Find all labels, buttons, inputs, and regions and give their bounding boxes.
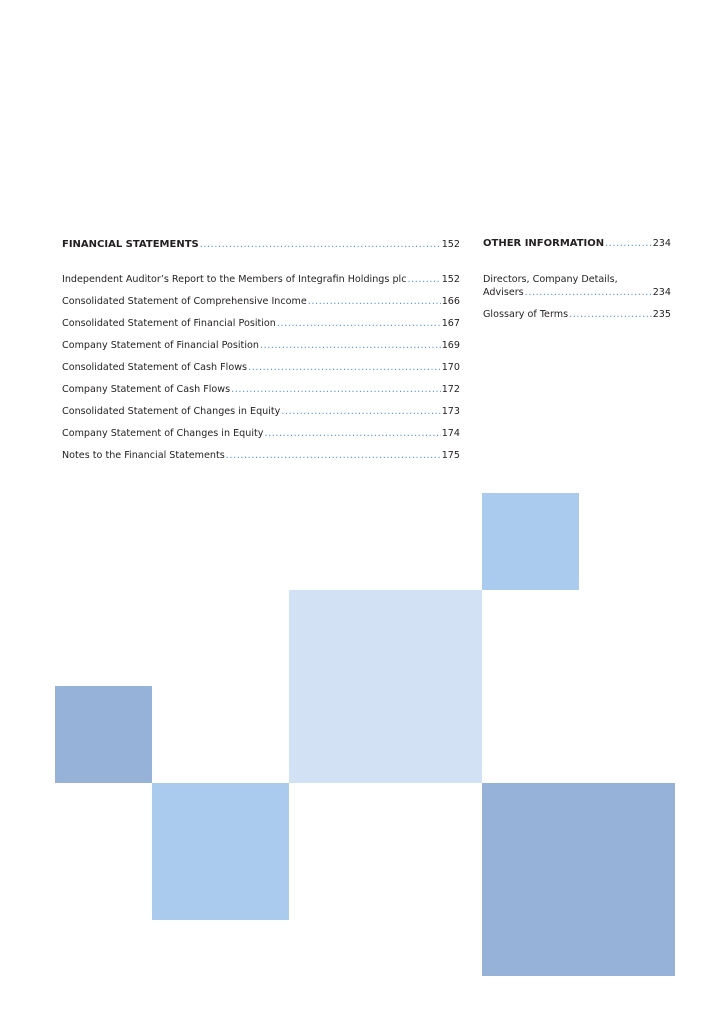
toc-entry-label: Consolidated Statement of Comprehensive Income <box>62 296 307 307</box>
toc-entry-company-financial-position[interactable] <box>62 340 460 352</box>
toc-entry-consolidated-financial-position[interactable] <box>62 318 460 330</box>
financial-statements-heading[interactable] <box>62 239 460 251</box>
decorative-square-top-right <box>482 493 579 590</box>
toc-entry-glossary[interactable] <box>483 309 671 321</box>
page-number: 152 <box>441 239 460 250</box>
leader-dots <box>226 450 441 462</box>
page-number: 175 <box>441 450 460 461</box>
toc-entry-label: Company Statement of Changes in Equity <box>62 428 264 439</box>
leader-dots <box>264 428 440 440</box>
toc-entry-directors-line1: Directors, Company Details, <box>483 274 618 285</box>
toc-entry-label: Consolidated Statement of Financial Position <box>62 318 276 329</box>
leader-dots <box>407 274 440 286</box>
page-number: 167 <box>441 318 460 329</box>
toc-entry-auditors-report[interactable] <box>62 274 460 286</box>
leader-dots <box>248 362 441 374</box>
toc-entry-label: Independent Auditor’s Report to the Members of Integrafin Holdings plc <box>62 274 407 285</box>
toc-entry-consolidated-comprehensive-income[interactable] <box>62 296 460 308</box>
decorative-square-center <box>289 590 482 783</box>
leader-dots <box>308 296 441 308</box>
leader-dots <box>605 238 652 250</box>
toc-entry-label: Advisers <box>483 287 524 298</box>
toc-entry-consolidated-changes-in-equity[interactable] <box>62 406 460 418</box>
leader-dots <box>525 287 652 299</box>
toc-entry-label: Glossary of Terms <box>483 309 569 320</box>
toc-entry-consolidated-cash-flows[interactable] <box>62 362 460 374</box>
leader-dots <box>281 406 440 418</box>
toc-entry-label: Consolidated Statement of Changes in Equity <box>62 406 281 417</box>
toc-entry-label: Consolidated Statement of Cash Flows <box>62 362 248 373</box>
decorative-square-bottom-right <box>482 783 675 976</box>
other-information-heading[interactable] <box>483 238 671 250</box>
page-number: 234 <box>652 238 671 249</box>
leader-dots <box>200 239 441 251</box>
leader-dots <box>569 309 652 321</box>
page-number: 173 <box>441 406 460 417</box>
page-number: 174 <box>441 428 460 439</box>
toc-entry-company-cash-flows[interactable] <box>62 384 460 396</box>
toc-entry-label: Notes to the Financial Statements <box>62 450 225 461</box>
leader-dots <box>260 340 441 352</box>
page-number: 234 <box>652 287 671 298</box>
section-heading-label: FINANCIAL STATEMENTS <box>62 239 199 250</box>
page-number: 170 <box>441 362 460 373</box>
decorative-square-left <box>55 686 152 783</box>
page-number: 152 <box>441 274 460 285</box>
toc-entry-label: Company Statement of Cash Flows <box>62 384 231 395</box>
toc-entry-label: Company Statement of Financial Position <box>62 340 259 351</box>
page-number: 172 <box>441 384 460 395</box>
page-number: 235 <box>652 309 671 320</box>
toc-entry-notes[interactable] <box>62 450 460 462</box>
toc-entry-company-changes-in-equity[interactable] <box>62 428 460 440</box>
toc-entry-directors[interactable] <box>483 287 671 299</box>
section-heading-label: OTHER INFORMATION <box>483 238 605 249</box>
leader-dots <box>231 384 441 396</box>
page-number: 169 <box>441 340 460 351</box>
decorative-square-bottom-left <box>152 783 289 920</box>
leader-dots <box>277 318 441 330</box>
page-number: 166 <box>441 296 460 307</box>
